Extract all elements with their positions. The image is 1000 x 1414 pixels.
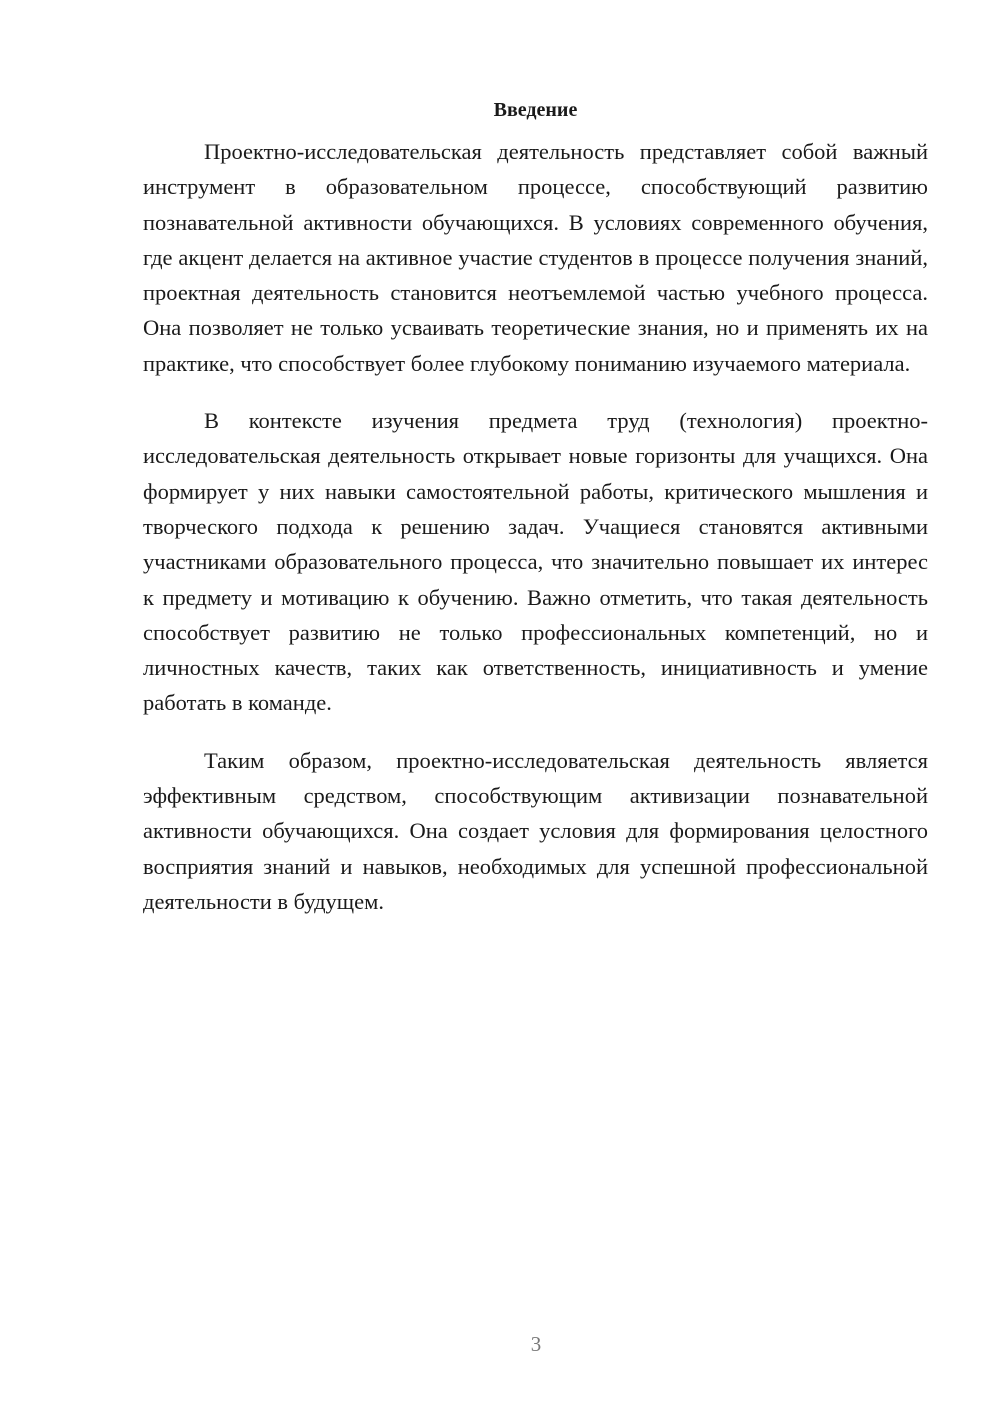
paragraph-3: Таким образом, проектно-исследовательская деятельность является эффективным средством, способствующим активизации познавательной активности обучающихся. Она создает условия для формирования целостного восприятия знаний и навыков, необходимых для успешной профессиональной деятельности в будущем.: [143, 747, 928, 914]
paragraph-2: В контексте изучения предмета труд (технология) проектно-исследовательская деятельность открывает новые горизонты для учащихся. Она формирует у них навыки самостоятельной работы, критического мышления и творческого подхода к решению задач. Учащиеся становятся активными участниками образовательного процесса, что значительно повышает их интерес к предмету и мотивацию к обучению. Важно отметить, что такая деятельность способствует развитию не только профессиональных компетенций, но и личностных качеств, таких как ответственность, инициативность и умение работать в команде.: [143, 408, 928, 716]
paragraph-1: Проектно-исследовательская деятельность представляет собой важный инструмент в образовательном процессе, способствующий развитию познавательной активности обучающихся. В условиях современного обучения, где акцент делается на активное участие студентов в процессе получения знаний, проектная деятельность становится неотъемлемой частью учебного процесса. Она позволяет не только усваивать теоретические знания, но и применять их на практике, что способствует более глубокому пониманию изучаемого материала.: [143, 139, 928, 376]
page-number: 3: [530, 1332, 542, 1356]
section-heading: Введение: [493, 99, 578, 121]
document-body: [143, 96, 928, 941]
